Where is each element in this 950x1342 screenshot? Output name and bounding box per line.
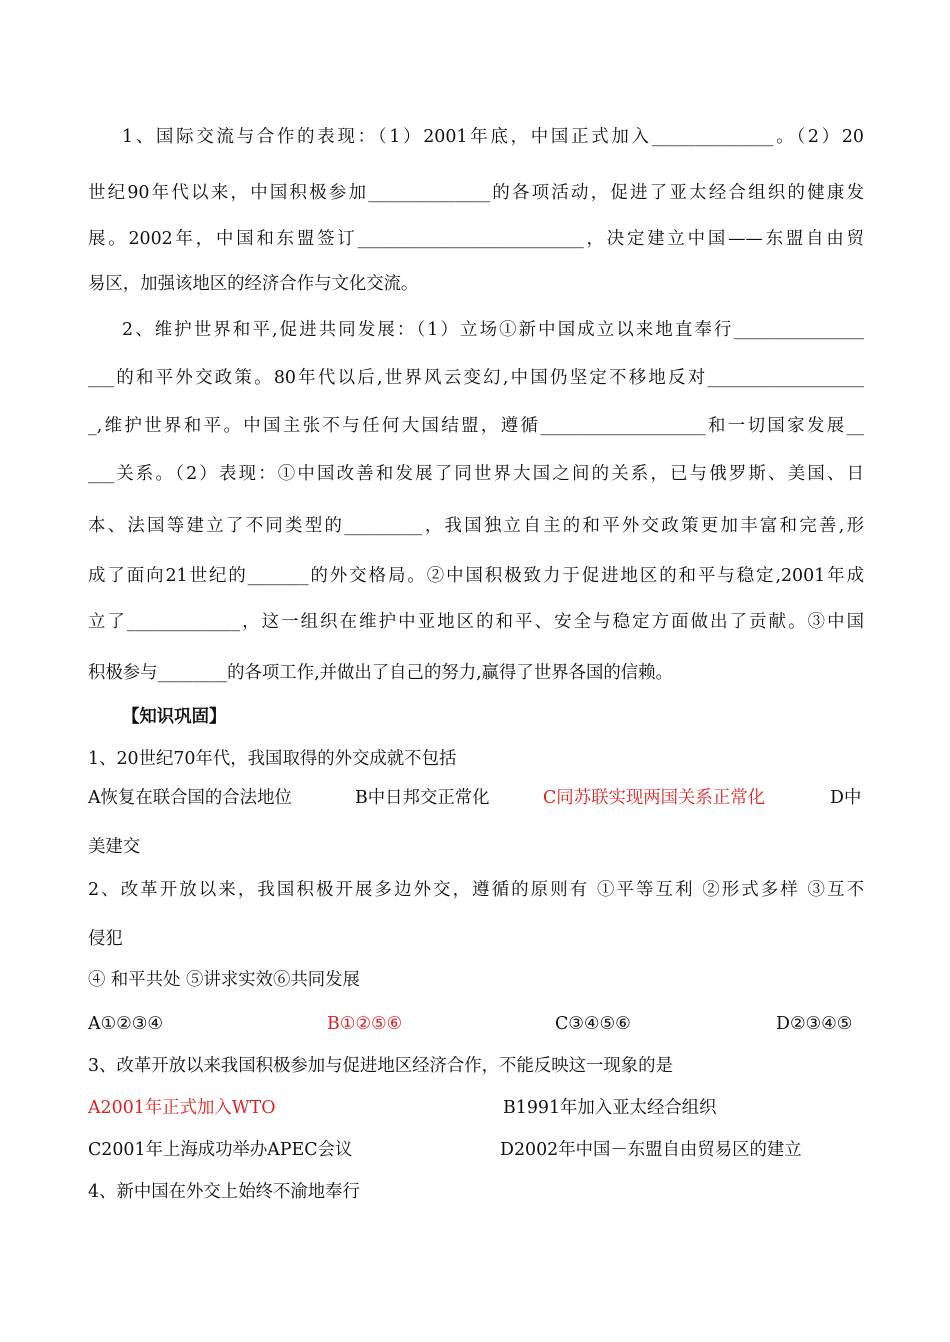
s2-line-3: _,维护世界和平。中国主张不与任何大国结盟，遵循___________________和一切国家发展__ xyxy=(88,416,864,436)
q1-option-d: D中 xyxy=(830,788,862,808)
s2-line-1: 2、维护世界和平,促进共同发展：（1）立场①新中国成立以来地直奉行_______________ xyxy=(122,320,864,340)
q2-stem-cont: 侵犯 xyxy=(88,929,123,949)
q3-option-b: B1991年加入亚太经合组织 xyxy=(503,1098,717,1118)
s1-line-4: 易区，加强该地区的经济合作与文化交流。 xyxy=(88,274,419,294)
q3-option-a: A2001年正式加入WTO xyxy=(88,1098,276,1118)
q1-option-b: B中日邦交正常化 xyxy=(355,788,490,808)
section-heading: 【知识巩固】 xyxy=(122,707,227,727)
s2-line-7: 立了_____________，这一组织在维护中亚地区的和平、安全与稳定方面做出了贡献。③中国 xyxy=(88,612,864,632)
s2-line-8: 积极参与________的各项工作,并做出了自己的努力,赢得了世界各国的信赖。 xyxy=(88,663,673,683)
q3-option-d: D2002年中国－东盟自由贸易区的建立 xyxy=(500,1140,802,1160)
q2-option-b: B①②⑤⑥ xyxy=(327,1014,403,1034)
q3-stem: 3、改革开放以来我国积极参加与促进地区经济合作，不能反映这一现象的是 xyxy=(88,1056,673,1076)
q2-stem: 2、改革开放以来，我国积极开展多边外交，遵循的原则有 ①平等互利 ②形式多样 ③互不 xyxy=(88,880,864,900)
q2-option-c: C③④⑤⑥ xyxy=(555,1014,631,1034)
q1-option-d-cont: 美建交 xyxy=(88,837,141,857)
q2-option-d: D②③④⑤ xyxy=(776,1014,853,1034)
q1-option-a: A恢复在联合国的合法地位 xyxy=(88,788,292,808)
q3-option-c: C2001年上海成功举办APEC会议 xyxy=(88,1140,353,1160)
s2-line-4: ___关系。（2）表现：①中国改善和发展了同世界大国之间的关系，已与俄罗斯、美国、日 xyxy=(88,464,864,484)
q2-stem-cont2: ④ 和平共处 ⑤讲求实效⑥共同发展 xyxy=(88,970,360,990)
q1-stem: 1、20世纪70年代，我国取得的外交成就不包括 xyxy=(88,749,457,769)
s2-line-6: 成了面向21世纪的_______的外交格局。②中国积极致力于促进地区的和平与稳定,2001年成 xyxy=(88,566,864,586)
s2-line-2: ___的和平外交政策。80年代以后,世界风云变幻,中国仍坚定不移地反对__________________ xyxy=(88,368,864,388)
s2-line-5: 本、法国等建立了不同类型的_________，我国独立自主的和平外交政策更加丰富和完善,形 xyxy=(88,516,864,536)
q1-option-c: C同苏联实现两国关系正常化 xyxy=(543,788,765,808)
s1-line-2: 世纪90年代以来，中国积极参加______________的各项活动，促进了亚太经合组织的健康发 xyxy=(88,183,864,203)
s1-line-1: 1、国际交流与合作的表现：（1）2001年底，中国正式加入______________。（2）20 xyxy=(122,127,864,147)
s1-line-3: 展。2002年，中国和东盟签订__________________________，决定建立中国——东盟自由贸 xyxy=(88,229,864,249)
q2-option-a: A①②③④ xyxy=(88,1014,163,1034)
q4-stem: 4、新中国在外交上始终不渝地奉行 xyxy=(88,1182,360,1202)
